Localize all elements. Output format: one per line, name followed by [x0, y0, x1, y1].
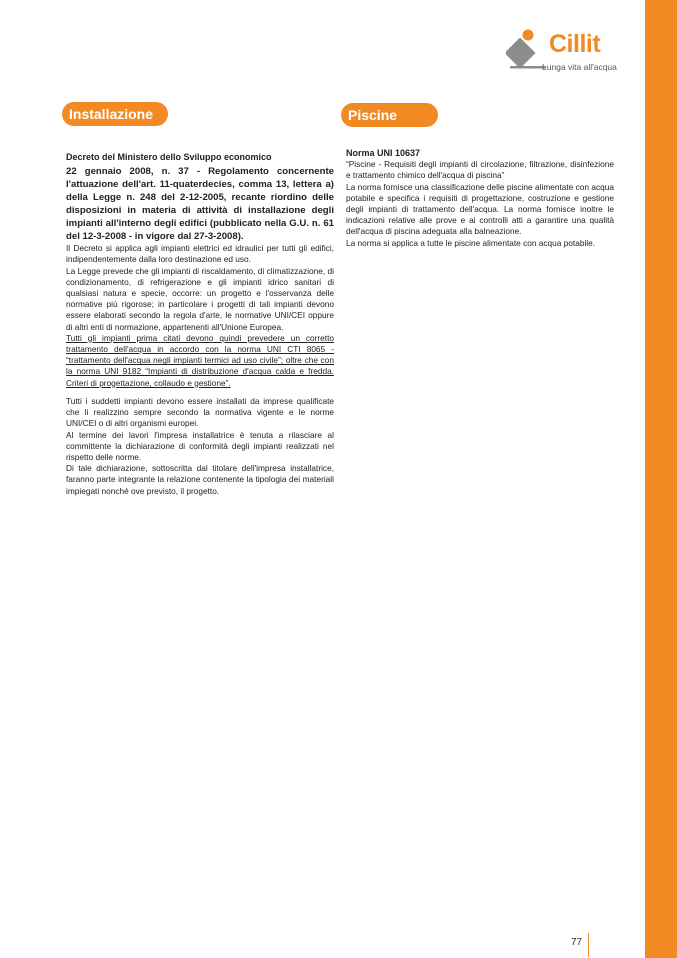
paragraph: Al termine dei lavori l'impresa installatrice è tenuta a rilasciare al committente la dichiarazione di conformità degli impianti realizzati nel rispetto delle norme. — [66, 429, 334, 463]
paragraph-underlined: Tutti gli impianti prima citati devono quindi prevedere un corretto trattamento dell'acqua in accordo con la norma UNI CTI 8065 - “trattamento dell'acqua negli impianti termici ad uso civile”; oltre che con la norma UNI 9182 “Impianti di distribuzione d'acqua calda e fredda. Criteri di progettazione, collaudo e gestione”. — [66, 332, 334, 388]
decree-heading: Decreto del Ministero dello Sviluppo economico — [66, 152, 272, 162]
paragraph: La Legge prevede che gli impianti di riscaldamento, di climatizzazione, di condizionamento, di refrigerazione e gli impianti idrico sanitari di qualsiasi natura e specie, occorre: un progetto e l'osservanza delle normative più rigorose; in particolare i progetti di tali impianti devono essere elaborati secondo la regola d'arte, le normative UNI/CEI oppure di altri enti di normazione, appartenenti all'Unione Europea. — [66, 265, 334, 332]
left-column-bottom — [66, 396, 334, 497]
paragraph: Di tale dichiarazione, sottoscritta dal titolare dell'impresa installatrice, faranno parte integrante la relazione contenente la tipologia dei materiali impiegati nonché ove previsto, il progetto. — [66, 463, 334, 496]
paragraph: Tutti i suddetti impianti devono essere installati da imprese qualificate che li realizzino sempre secondo la normativa vigente e le norme UNI/CEI o di altri organismi europei. — [66, 396, 334, 429]
paragraph: La norma fornisce una classificazione delle piscine alimentate con acqua potabile e specifica i requisiti di progettazione, costruzione e gestione degli impianti di trattamento dell'acqua. La norma fornisce inoltre le indicazioni relative alle prove e ai controlli atti a garantire una qualità dell'acqua di piscina adeguata alla balneazione. — [346, 181, 614, 237]
norm-heading: Norma UNI 10637 — [346, 148, 421, 158]
page-number-divider — [588, 933, 589, 957]
paragraph: La norma si applica a tutte le piscine alimentate con acqua potabile. — [346, 237, 596, 248]
section-title-installazione: Installazione — [62, 102, 168, 126]
decree-title: 22 gennaio 2008, n. 37 - Regolamento concernente l'attuazione dell'art. 11-quaterdecies, comma 13, lettera a) della Legge n. 248 del 2-12-2005, recante riordino delle disposizioni in materia di attività di installazione degli impianti all'interno degli edifici (pubblicato nella G.U. n. 61 del 12-3-2008 - in vigore dal 27-3-2008). — [66, 166, 334, 243]
logo-tagline: Lunga vita all'acqua — [542, 62, 617, 72]
page-number: 77 — [571, 937, 583, 948]
orange-side-bar — [645, 0, 677, 958]
cillit-logo — [506, 28, 626, 78]
logo-brand: Cillit — [549, 30, 601, 58]
section-title-piscine: Piscine — [341, 103, 438, 127]
norm-subtitle: “Piscine - Requisiti degli impianti di circolazione, filtrazione, disinfezione e trattamento chimico dell'acqua di piscina” — [346, 159, 614, 181]
left-column-top — [66, 152, 334, 389]
paragraph: Il Decreto si applica agli impianti elettrici ed idraulici per tutti gli edifici, indipendentemente dalla loro destinazione ed uso. — [66, 243, 334, 265]
right-column — [346, 148, 614, 249]
